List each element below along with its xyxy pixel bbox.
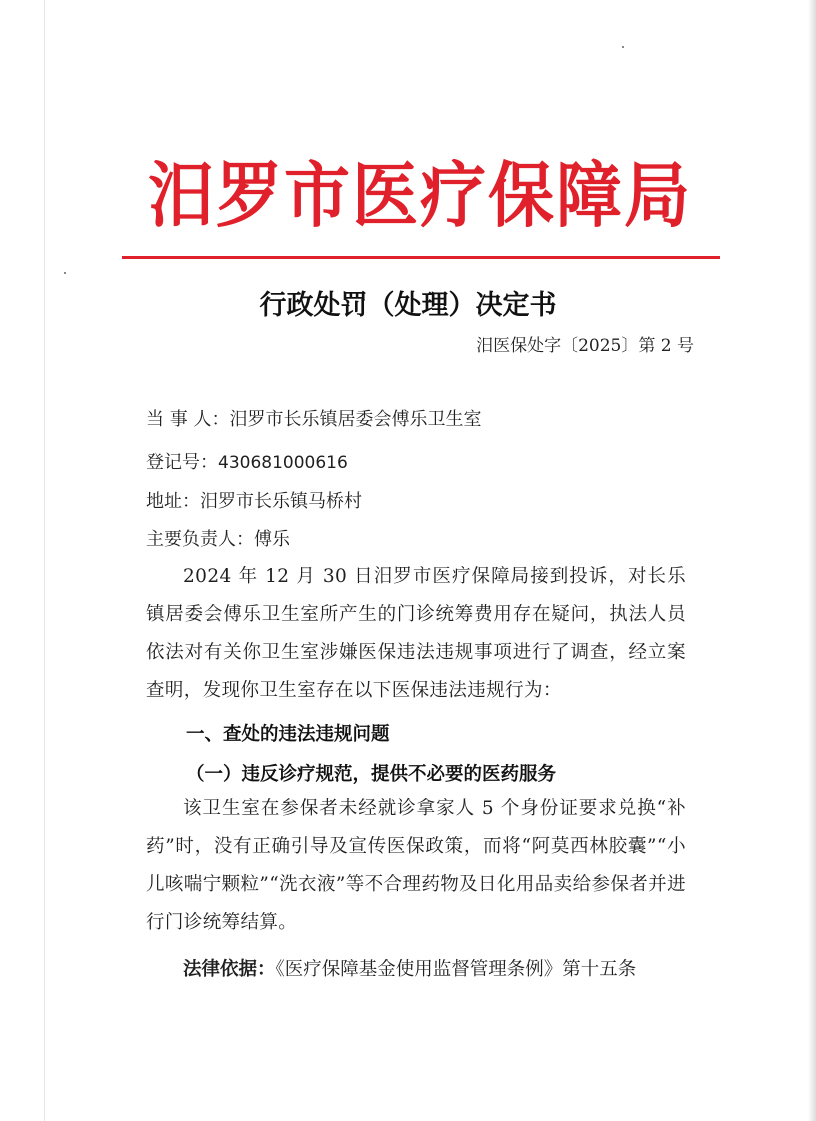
scan-speck: [622, 46, 624, 48]
party-name-label: 当 事 人：: [146, 409, 230, 430]
letterhead-title: 汨罗市医疗保障局: [148, 152, 692, 238]
registration-label: 登记号：: [146, 452, 218, 473]
legal-basis-line: [183, 955, 636, 981]
legal-basis-text: 《医疗保障基金使用监督管理条例》第十五条: [275, 959, 637, 980]
head-line: [146, 525, 290, 551]
registration-line: [146, 448, 348, 474]
legal-basis-label: 法律依据：: [183, 959, 276, 980]
scan-speck: [64, 272, 66, 274]
scan-right-edge: [808, 0, 816, 1121]
registration-number: 430681000616: [218, 453, 348, 473]
party-name-line: [146, 405, 481, 431]
document-title: 行政处罚（处理）决定书: [259, 290, 557, 321]
document-number: 汨医保处字〔2025〕第 2 号: [476, 336, 694, 356]
address-line: [146, 487, 362, 513]
head-label: 主要负责人：: [146, 529, 254, 550]
head-value: 傅乐: [254, 529, 290, 550]
subsection-body: 该卫生室在参保者未经就诊拿家人 5 个身份证要求兑换“补药”时，没有正确引导及宣传医保政策，而将“阿莫西林胶囊”“小儿咳喘宁颗粒”“洗衣液”等不合理药物及日化用品卖给参保者并进行门诊统筹结算。: [146, 798, 686, 933]
letterhead-rule: [122, 256, 720, 259]
address-value: 汨罗市长乐镇马桥村: [200, 491, 362, 512]
intro-paragraph: 2024 年 12 月 30 日汨罗市医疗保障局接到投诉，对长乐镇居委会傅乐卫生室所产生的门诊统筹费用存在疑问，执法人员依法对有关你卫生室涉嫌医保违法违规事项进行了调查，经立案查明，发现你卫生室存在以下医保违法违规行为：: [146, 566, 686, 701]
subsection-heading: （一）违反诊疗规范，提供不必要的医药服务: [186, 764, 557, 785]
party-name: 汨罗市长乐镇居委会傅乐卫生室: [229, 409, 482, 430]
section-heading: 一、查处的违法违规问题: [186, 724, 390, 745]
scan-left-edge: [44, 0, 45, 1121]
address-label: 地址：: [146, 491, 200, 512]
